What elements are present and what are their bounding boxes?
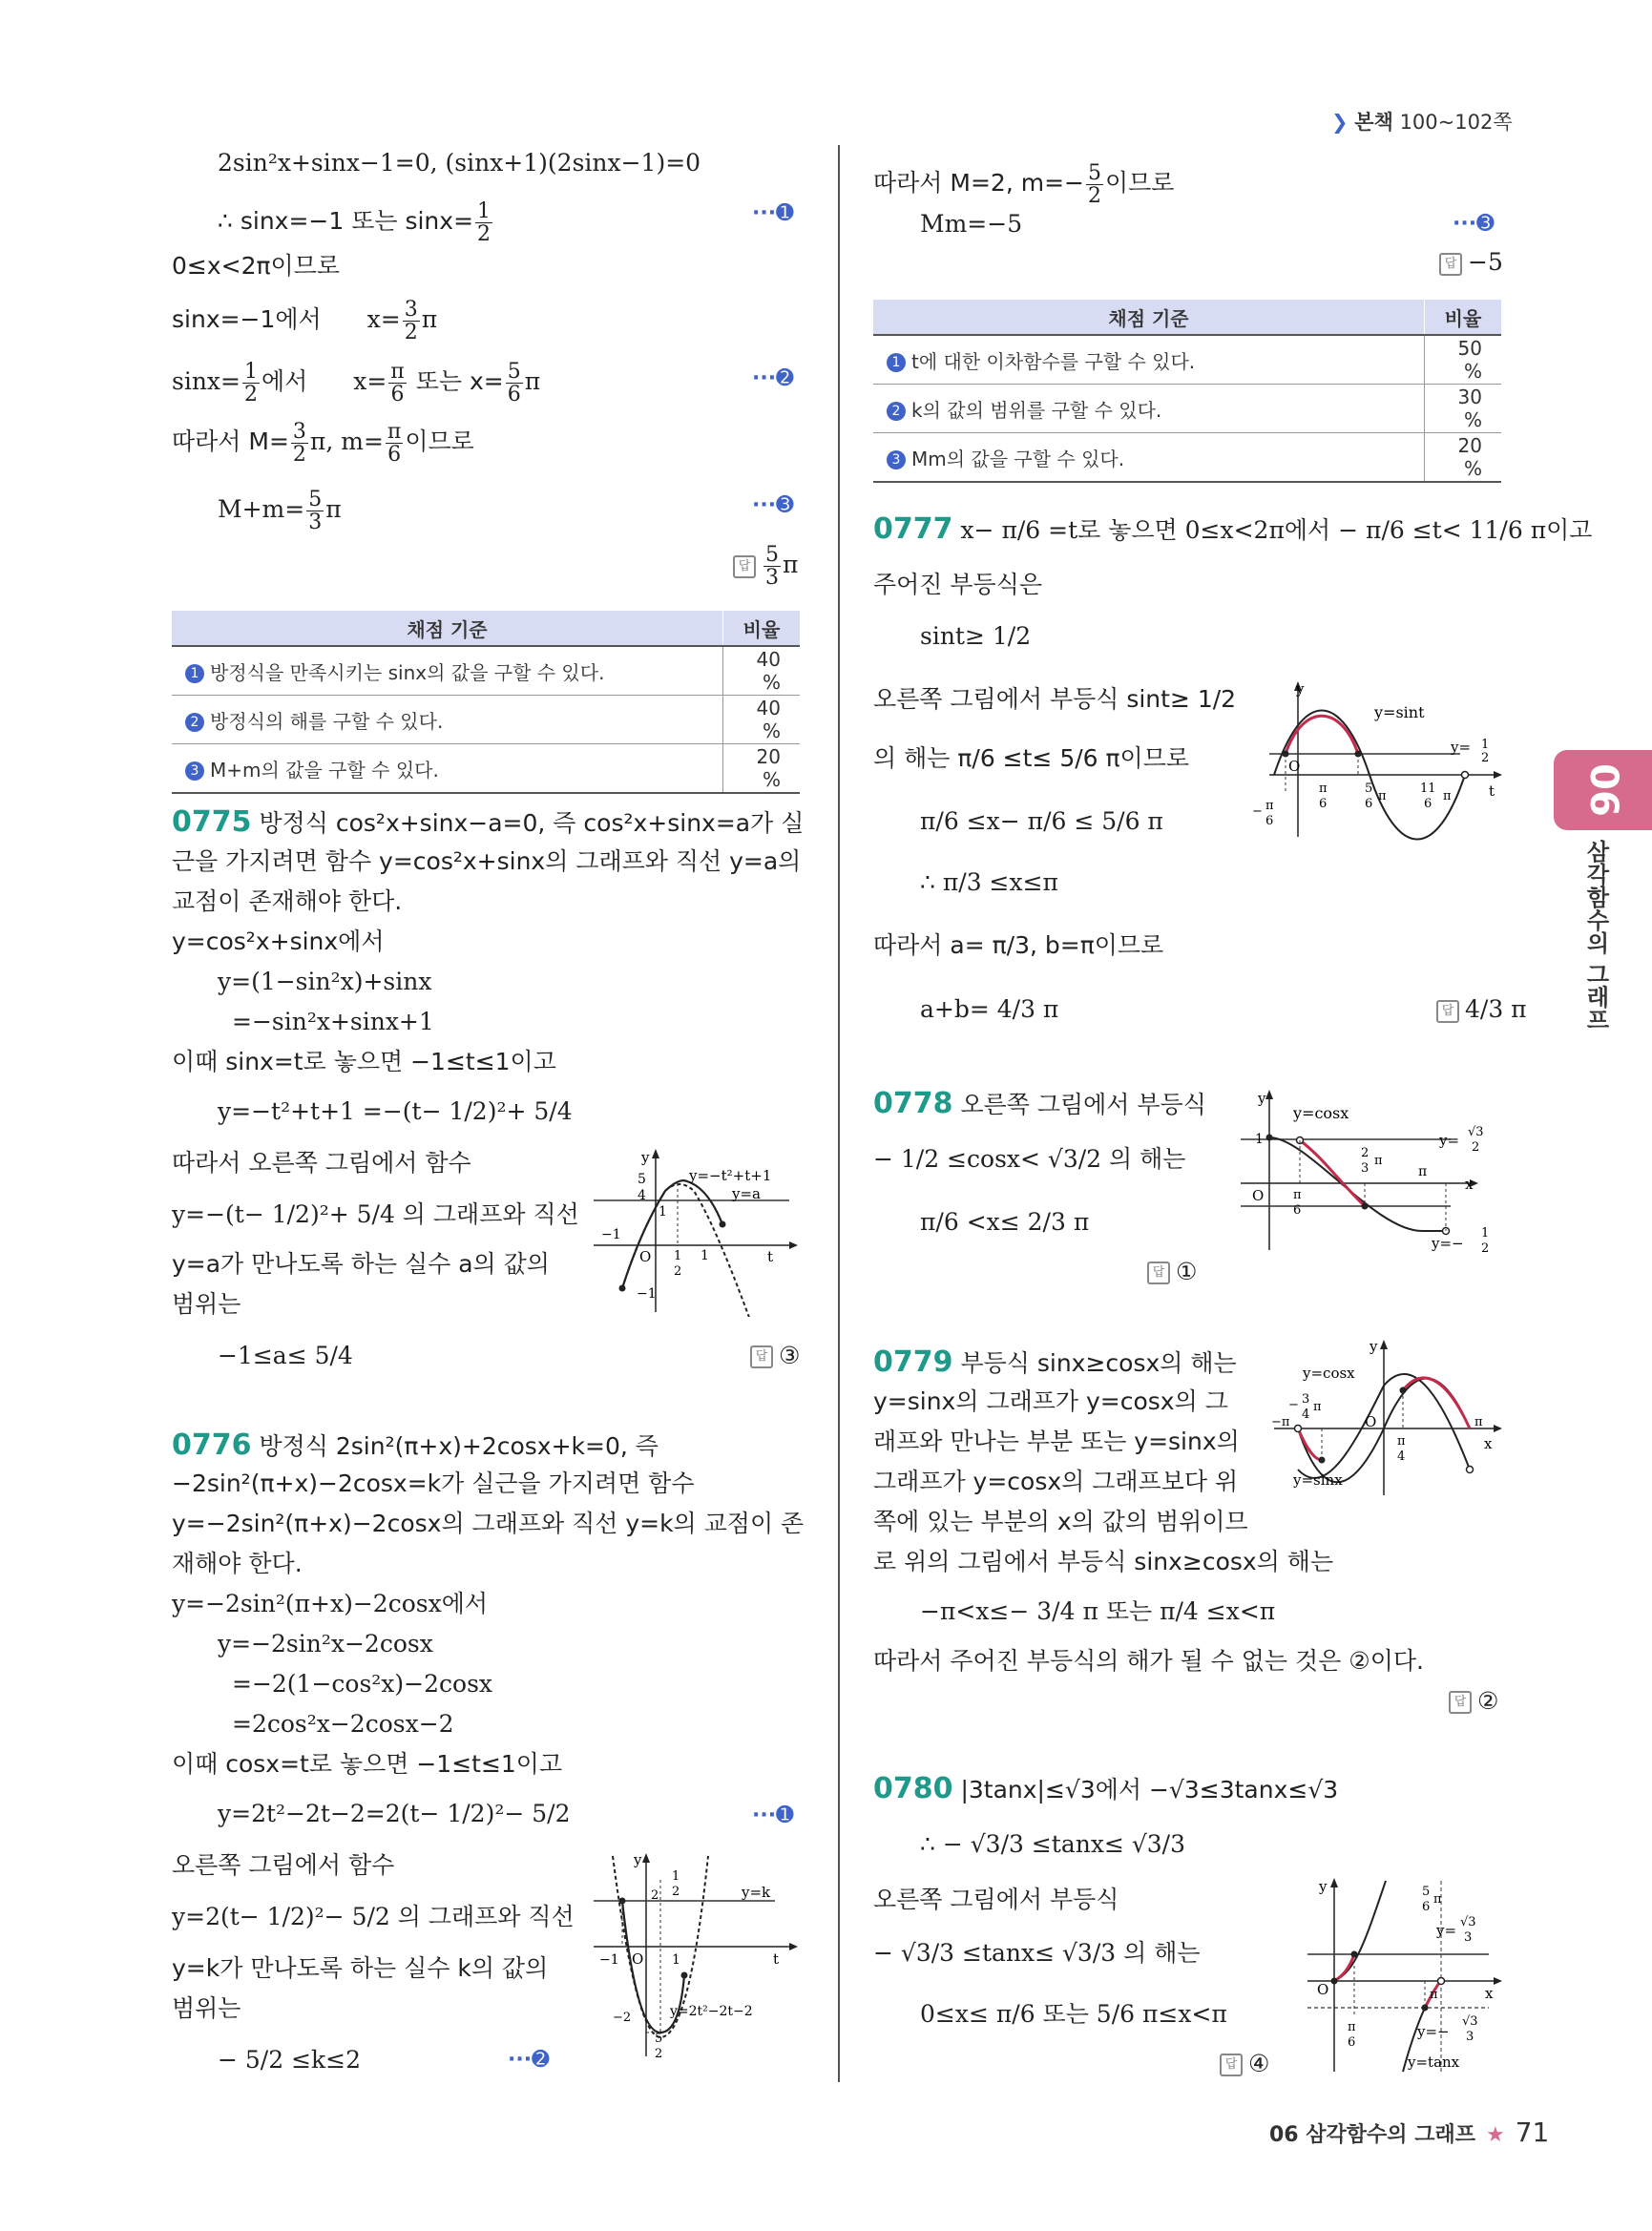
answer-0778 xyxy=(1147,1260,1197,1284)
problem-0776-line-5: y=−2sin²(π+x)−2cosx에서 xyxy=(172,1590,488,1617)
graph-label: 5 xyxy=(1422,1885,1431,1899)
fraction: $\frac{1}{2}$ xyxy=(477,199,491,247)
answer-0777 xyxy=(1436,997,1527,1023)
eq-line-r1a: 따라서 M=2, m=− xyxy=(873,169,1084,198)
graph-0778 xyxy=(1231,1088,1508,1260)
graph-label: 2 xyxy=(1481,1241,1490,1256)
problem-number-0778: 0778 xyxy=(873,1087,953,1120)
problem-0777-line-9: a+b= 4/3 π xyxy=(920,995,1059,1023)
graph-label: π xyxy=(1430,1988,1438,2002)
graph-label: y xyxy=(1296,680,1305,698)
table-cell-ratio: 20 % xyxy=(723,744,801,794)
problem-0780-line-3: 오른쪽 그림에서 부등식 xyxy=(873,1886,1119,1913)
page-number: 71 xyxy=(1515,2116,1550,2148)
graph-label: 6 xyxy=(1365,797,1373,811)
graph-label: t xyxy=(773,1950,780,1968)
graph-label: 6 xyxy=(1319,797,1328,811)
table-row xyxy=(873,385,1501,433)
problem-0779-line-7: −π<x≤− 3/4 π 또는 π/4 ≤x<π xyxy=(920,1597,1276,1625)
answer-icon: 답 xyxy=(733,555,756,578)
answer-value: −5 xyxy=(1468,248,1503,276)
problem-0775-line-3: 교점이 존재해야 한다. xyxy=(172,887,403,915)
answer-0779 xyxy=(1449,1689,1498,1714)
eq-line-6b: π, m= xyxy=(309,427,384,456)
chapter-side-title: 삼각함수의 그래프 xyxy=(1582,840,1609,1032)
graph-label: 1 xyxy=(674,1249,682,1263)
fraction: $\frac{\pi}{6}$ xyxy=(387,420,402,468)
graph-label: π xyxy=(1443,789,1452,803)
eq-line-1: 2sin²x+sinx−1=0, (sinx+1)(2sinx−1)=0 xyxy=(218,149,701,177)
answer-0775 xyxy=(750,1344,800,1368)
graph-label: 6 xyxy=(1293,1203,1302,1218)
step-marker-2: ···➋ xyxy=(508,2048,550,2072)
problem-0776-line-13: y=k가 만나도록 하는 실수 k의 값의 xyxy=(172,1954,549,1982)
answer-value: ④ xyxy=(1248,2050,1270,2077)
graph-0775 xyxy=(584,1145,800,1317)
problem-0777-line-8: 따라서 a= π/3, b=π이므로 xyxy=(873,931,1164,959)
graph-label: 2 xyxy=(672,1885,680,1899)
graph-label: 3 xyxy=(1464,1930,1473,1945)
problem-0779-line-3: 래프와 만나는 부분 또는 y=sinx의 xyxy=(873,1428,1240,1455)
graph-label: 2 xyxy=(1472,1140,1480,1155)
graph-label: y= xyxy=(1436,1922,1457,1939)
graph-label: y=2t²−2t−2 xyxy=(670,2004,753,2019)
chapter-tab xyxy=(1554,750,1652,830)
graph-label: y xyxy=(641,1149,650,1166)
graph-label: √3 xyxy=(1468,1125,1484,1139)
table-cell-ratio: 50 % xyxy=(1425,335,1502,385)
step-marker-1: ···➊ xyxy=(752,1804,794,1827)
answer-0774: 답 $\frac{5}{3}$ π xyxy=(733,544,798,589)
graph-label: 1 xyxy=(1255,1132,1264,1147)
fraction: $\frac{5}{6}$ xyxy=(507,360,521,407)
graph-label: x xyxy=(1484,1435,1493,1452)
step-bullet: 1 xyxy=(887,353,906,372)
graph-label: O xyxy=(639,1248,652,1265)
page-header xyxy=(1331,107,1513,136)
problem-0777-line-2: 주어진 부등식은 xyxy=(873,571,1042,598)
problem-0776-line-15: − 5/2 ≤k≤2 xyxy=(218,2046,362,2074)
graph-label: √3 xyxy=(1462,2014,1478,2029)
fraction: $\frac{3}{2}$ xyxy=(292,420,306,468)
graph-label: y=a xyxy=(732,1185,761,1202)
graph-label: 2 xyxy=(655,2047,663,2061)
graph-label: 4 xyxy=(1397,1449,1406,1464)
graph-label: y=cosx xyxy=(1293,1104,1349,1122)
answer-value: ① xyxy=(1176,1258,1198,1285)
graph-label: 2 xyxy=(674,1264,682,1279)
table-row xyxy=(172,646,800,696)
graph-label: y=−t²+t+1 xyxy=(689,1167,772,1184)
scoring-table-1 xyxy=(172,611,800,794)
problem-0776-line-8: =2cos²x−2cosx−2 xyxy=(232,1710,454,1738)
graph-label: 6 xyxy=(1424,797,1432,811)
graph-label: π xyxy=(1433,1892,1442,1907)
problem-0778-line-3: π/6 <x≤ 2/3 π xyxy=(920,1208,1090,1236)
eq-line-3: 0≤x<2π이므로 xyxy=(172,252,341,280)
graph-label: y xyxy=(1258,1090,1266,1107)
graph-label: π xyxy=(1293,1188,1302,1202)
table-cell: k의 값의 범위를 구할 수 있다. xyxy=(911,398,1162,422)
eq-line-5: sinx= $\frac{1}{2}$ 에서 x= $\frac{\pi}{6}$ 또는 x= $\frac{5}{6}$ π xyxy=(172,360,541,407)
graph-label: 2 xyxy=(651,1888,659,1903)
graph-label: 4 xyxy=(638,1188,646,1203)
problem-0775-line-10: y=−(t− 1/2)²+ 5/4 의 그래프와 직선 xyxy=(172,1200,579,1228)
table-row xyxy=(172,696,800,744)
problem-0777-line-7: ∴ π/3 ≤x≤π xyxy=(920,868,1058,896)
table-cell: 방정식의 해를 구할 수 있다. xyxy=(210,709,444,733)
problem-0775-line-13: −1≤a≤ 5/4 xyxy=(218,1342,353,1369)
problem-0775-line-2: 근을 가지려면 함수 y=cos²x+sinx의 그래프와 직선 y=a의 xyxy=(172,847,802,875)
step-marker-3: ···➌ xyxy=(752,493,794,517)
answer-icon: 답 xyxy=(1147,1261,1170,1284)
chapter-tab-number: 06 xyxy=(1580,763,1625,817)
graph-label: 4 xyxy=(1302,1407,1310,1422)
eq-line-r2: Mm=−5 xyxy=(920,210,1023,238)
problem-0779-line-1 xyxy=(873,1345,1237,1379)
problem-0775-line-7: 이때 sinx=t로 놓으면 −1≤t≤1이고 xyxy=(172,1048,556,1075)
fraction: $\frac{\pi}{6}$ xyxy=(390,360,405,407)
table-cell: M+m의 값을 구할 수 있다. xyxy=(210,758,439,782)
text: x− π/6 =t로 놓으면 0≤x<2π에서 − π/6 ≤t< 11/6 π이고 xyxy=(960,516,1593,544)
book-label: 본책 xyxy=(1354,111,1393,134)
eq-line-5b: 에서 xyxy=(261,367,308,396)
problem-0776-line-10: y=2t²−2t−2=2(t− 1/2)²− 5/2 xyxy=(218,1800,571,1827)
graph-label: 6 xyxy=(1348,2035,1356,2050)
eq-line-5c: x= xyxy=(353,367,387,396)
graph-0780 xyxy=(1298,1876,1508,2076)
problem-0780-line-5: 0≤x≤ π/6 또는 5/6 π≤x<π xyxy=(920,2000,1227,2028)
problem-0778-line-1 xyxy=(873,1087,1206,1120)
problem-0776-line-11: 오른쪽 그림에서 함수 xyxy=(172,1851,395,1879)
problem-0776-line-7: =−2(1−cos²x)−2cosx xyxy=(232,1670,492,1698)
graph-label: π xyxy=(1418,1164,1428,1179)
text: 부등식 sinx≥cosx의 해는 xyxy=(960,1349,1237,1377)
problem-number-0780: 0780 xyxy=(873,1772,953,1805)
answer-icon: 답 xyxy=(750,1345,773,1368)
graph-label: 1 xyxy=(1481,738,1490,752)
graph-label: 5 xyxy=(1365,782,1373,796)
graph-label: −1 xyxy=(637,1286,657,1302)
problem-0776-line-14: 범위는 xyxy=(172,1994,241,2022)
graph-label: y= xyxy=(1439,1132,1460,1149)
problem-0779-line-8: 따라서 주어진 부등식의 해가 될 수 없는 것은 ②이다. xyxy=(873,1647,1424,1675)
graph-0777 xyxy=(1250,679,1506,842)
graph-label: π xyxy=(1397,1434,1406,1449)
table-header-ratio: 비율 xyxy=(723,611,801,646)
problem-0777-line-4: 오른쪽 그림에서 부등식 sint≥ 1/2 xyxy=(873,685,1237,713)
step-bullet: 2 xyxy=(887,402,906,421)
problem-0780-line-1 xyxy=(873,1772,1339,1805)
table-row xyxy=(873,335,1501,385)
graph-label: t xyxy=(767,1248,774,1265)
answer-icon: 답 xyxy=(1439,253,1462,276)
problem-0776-line-2: −2sin²(π+x)−2cosx=k가 실근을 가지려면 함수 xyxy=(172,1470,695,1497)
graph-label: π xyxy=(1474,1415,1483,1429)
text: 오른쪽 그림에서 부등식 xyxy=(960,1091,1206,1118)
problem-0780-line-2: ∴ − √3/3 ≤tanx≤ √3/3 xyxy=(920,1830,1186,1858)
eq-line-2 xyxy=(218,200,494,245)
graph-label: 1 xyxy=(672,1952,680,1968)
problem-0779-line-5: 쪽에 있는 부분의 x의 값의 범위이므 xyxy=(873,1508,1248,1535)
problem-0778-line-2: − 1/2 ≤cosx< √3/2 의 해는 xyxy=(873,1145,1186,1173)
eq-line-r1b: 이므로 xyxy=(1104,169,1175,198)
graph-label: −1 xyxy=(601,1227,621,1242)
eq-line-6 xyxy=(172,421,474,466)
step-marker-2: ···➋ xyxy=(752,366,794,390)
eq-line-4a: sinx=−1에서 xyxy=(172,305,322,334)
graph-label: 1 xyxy=(672,1869,680,1884)
problem-number-0776: 0776 xyxy=(172,1428,252,1462)
graph-label: 3 xyxy=(1302,1392,1310,1407)
graph-label: π xyxy=(1378,789,1387,803)
graph-label: y xyxy=(634,1851,642,1868)
problem-number-0775: 0775 xyxy=(172,805,252,839)
graph-label: y=sint xyxy=(1374,703,1425,721)
graph-label: O xyxy=(632,1950,644,1968)
text: 방정식 cos²x+sinx−a=0, 즉 cos²x+sinx=a가 실 xyxy=(259,809,805,837)
graph-label: O xyxy=(1365,1413,1377,1430)
text: 방정식 2sin²(π+x)+2cosx+k=0, 즉 xyxy=(259,1432,659,1460)
table-row xyxy=(172,744,800,794)
step-marker-1: ···➊ xyxy=(752,201,794,225)
problem-number-0777: 0777 xyxy=(873,512,953,546)
graph-label: π xyxy=(1313,1400,1322,1414)
step-bullet: 2 xyxy=(185,713,204,732)
fraction: $\frac{1}{2}$ xyxy=(243,360,258,407)
page-footer xyxy=(1269,2116,1549,2148)
graph-label: O xyxy=(1288,758,1301,775)
problem-0776-line-9: 이때 cosx=t로 놓으면 −1≤t≤1이고 xyxy=(172,1750,563,1778)
problem-0777-line-6: π/6 ≤x− π/6 ≤ 5/6 π xyxy=(920,807,1163,835)
graph-label: π xyxy=(1265,799,1274,813)
graph-label: O xyxy=(1317,1981,1329,1998)
column-divider xyxy=(838,145,840,2082)
table-header-criteria: 채점 기준 xyxy=(172,611,723,646)
problem-0775-line-4: y=cos²x+sinx에서 xyxy=(172,928,385,955)
table-cell-ratio: 40 % xyxy=(723,696,801,744)
graph-label: 1 xyxy=(659,1204,667,1220)
graph-label: y=cosx xyxy=(1303,1365,1355,1382)
table-cell-ratio: 30 % xyxy=(1425,385,1502,433)
graph-label: π xyxy=(1319,782,1328,796)
graph-label: 2 xyxy=(1481,751,1490,765)
graph-label: 11 xyxy=(1420,782,1436,796)
problem-0775-line-1 xyxy=(172,805,805,839)
scoring-table-2 xyxy=(873,300,1501,483)
problem-0775-line-6: =−sin²x+sinx+1 xyxy=(232,1008,434,1035)
eq-line-2-text: ∴ sinx=−1 또는 sinx= xyxy=(218,207,474,236)
eq-line-4b: x= xyxy=(366,305,401,334)
eq-line-5a: sinx= xyxy=(172,367,240,396)
answer-value: ③ xyxy=(779,1342,801,1369)
problem-0777-line-5: 의 해는 π/6 ≤t≤ 5/6 π이므로 xyxy=(873,744,1189,772)
step-bullet: 1 xyxy=(185,664,204,683)
graph-label: y= xyxy=(1451,739,1472,756)
problem-number-0779: 0779 xyxy=(873,1345,953,1379)
eq-line-6a: 따라서 M= xyxy=(172,427,289,456)
graph-label: 1 xyxy=(1481,1226,1490,1241)
footer-chapter: 06 삼각함수의 그래프 xyxy=(1269,2123,1475,2147)
problem-0776-line-6: y=−2sin²x−2cosx xyxy=(218,1630,433,1658)
eq-line-7: M+m= $\frac{5}{3}$ π xyxy=(218,488,342,535)
answer-icon: 답 xyxy=(1220,2054,1243,2076)
graph-label: y=− xyxy=(1432,1235,1464,1252)
problem-0775-line-5: y=(1−sin²x)+sinx xyxy=(218,968,432,995)
eq-line-r1 xyxy=(873,162,1174,207)
fraction: $\frac{5}{3}$ xyxy=(765,543,779,591)
fraction: $\frac{5}{3}$ xyxy=(308,488,323,535)
graph-label: −2 xyxy=(613,2011,632,2025)
graph-label: y=k xyxy=(742,1884,771,1901)
eq-line-6c: 이므로 xyxy=(405,427,474,456)
graph-label: O xyxy=(1252,1187,1265,1204)
problem-0780-line-4: − √3/3 ≤tanx≤ √3/3 의 해는 xyxy=(873,1939,1201,1967)
text: |3tanx|≤√3에서 −√3≤3tanx≤√3 xyxy=(960,1776,1339,1804)
graph-label: − xyxy=(1252,804,1263,819)
graph-label: −1 xyxy=(599,1952,619,1968)
table-cell-ratio: 40 % xyxy=(723,646,801,696)
answer-icon: 답 xyxy=(1449,1691,1472,1714)
table-row xyxy=(873,433,1501,483)
table-cell: t에 대한 이차함수를 구할 수 있다. xyxy=(911,349,1196,373)
answer-value: ② xyxy=(1477,1687,1499,1715)
problem-0776-line-12: y=2(t− 1/2)²− 5/2 의 그래프와 직선 xyxy=(172,1903,575,1930)
problem-0777-line-3: sint≥ 1/2 xyxy=(920,622,1032,650)
fraction: $\frac{5}{2}$ xyxy=(1087,161,1101,209)
graph-label: √3 xyxy=(1460,1915,1476,1929)
step-bullet: 3 xyxy=(887,450,906,469)
answer-icon: 답 xyxy=(1436,1000,1459,1023)
graph-label: 6 xyxy=(1265,814,1274,828)
graph-label: y xyxy=(1319,1878,1328,1895)
eq-line-4: sinx=−1에서 x= $\frac{3}{2}$ π xyxy=(172,298,438,345)
graph-0776 xyxy=(584,1851,804,2061)
eq-line-7a: M+m= xyxy=(218,495,305,524)
graph-label: π xyxy=(1374,1154,1383,1168)
table-cell: Mm의 값을 구할 수 있다. xyxy=(911,447,1125,470)
graph-label: x xyxy=(1465,1176,1474,1193)
graph-label: −π xyxy=(1271,1415,1290,1429)
answer-0776 xyxy=(1439,250,1503,276)
problem-0776-line-3: y=−2sin²(π+x)−2cosx의 그래프와 직선 y=k의 교점이 존 xyxy=(172,1510,805,1537)
answer-0780 xyxy=(1220,2052,1269,2076)
problem-0775-line-11: y=a가 만나도록 하는 실수 a의 값의 xyxy=(172,1250,550,1278)
graph-label: − xyxy=(1288,1398,1299,1412)
graph-label: 5 xyxy=(655,2032,663,2046)
graph-label: 6 xyxy=(1422,1900,1431,1914)
problem-0777-line-1 xyxy=(873,512,1593,546)
table-header-ratio: 비율 xyxy=(1425,300,1502,335)
graph-label: y=tanx xyxy=(1408,2054,1460,2071)
answer-value: 4/3 π xyxy=(1465,995,1527,1023)
problem-0779-line-2: y=sinx의 그래프가 y=cosx의 그 xyxy=(873,1387,1228,1415)
graph-label: x xyxy=(1485,1985,1494,2002)
graph-label: 3 xyxy=(1466,2030,1474,2044)
graph-label: π xyxy=(1348,2020,1356,2034)
graph-0779 xyxy=(1269,1338,1508,1505)
graph-label: t xyxy=(1489,782,1495,800)
problem-0776-line-4: 재해야 한다. xyxy=(172,1550,303,1577)
graph-label: y=sinx xyxy=(1293,1471,1343,1489)
problem-0776-line-1 xyxy=(172,1428,659,1462)
graph-label: 3 xyxy=(1361,1161,1370,1176)
fraction: $\frac{3}{2}$ xyxy=(404,298,418,345)
table-cell-ratio: 20 % xyxy=(1425,433,1502,483)
star-icon: ★ xyxy=(1485,2123,1505,2147)
problem-0779-line-4: 그래프가 y=cosx의 그래프보다 위 xyxy=(873,1468,1239,1495)
step-marker-3: ···➌ xyxy=(1453,212,1495,236)
eq-line-5d: 또는 x= xyxy=(408,367,504,396)
header-arrow-icon: ❯ xyxy=(1331,111,1349,134)
step-bullet: 3 xyxy=(185,761,204,781)
problem-0775-line-12: 범위는 xyxy=(172,1290,241,1318)
graph-label: 5 xyxy=(638,1172,646,1187)
problem-0779-line-6: 로 위의 그림에서 부등식 sinx≥cosx의 해는 xyxy=(873,1548,1334,1575)
graph-label: y=− xyxy=(1417,2023,1450,2040)
problem-0775-line-9: 따라서 오른쪽 그림에서 함수 xyxy=(172,1149,471,1177)
graph-label: 1 xyxy=(701,1248,709,1263)
page-range: 100~102쪽 xyxy=(1399,111,1513,134)
table-cell: 방정식을 만족시키는 sinx의 값을 구할 수 있다. xyxy=(210,660,605,684)
graph-label: y xyxy=(1370,1338,1378,1355)
graph-label: 2 xyxy=(1361,1146,1370,1160)
table-header-criteria: 채점 기준 xyxy=(873,300,1425,335)
problem-0775-line-8: y=−t²+t+1 =−(t− 1/2)²+ 5/4 xyxy=(218,1097,573,1125)
